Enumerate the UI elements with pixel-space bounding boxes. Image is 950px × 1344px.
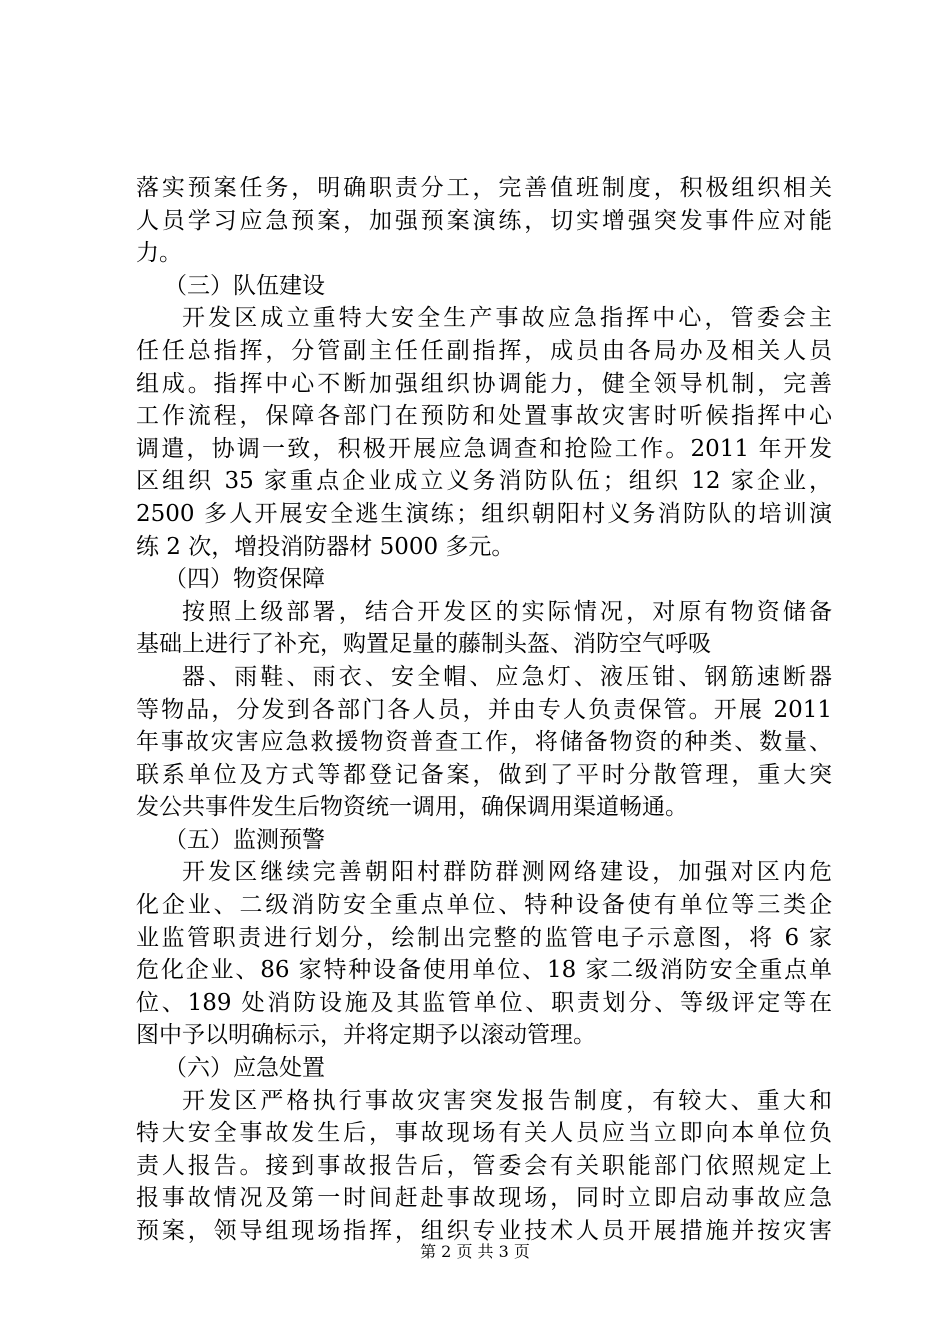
text-line: 责人报告。接到事故报告后，管委会有关职能部门依照规定上 (136, 1152, 832, 1179)
text-line: 开发区严格执行事故灾害突发报告制度，有较大、重大和 (182, 1087, 832, 1114)
text-line: 化企业、二级消防安全重点单位、特种设备使有单位等三类企 (136, 892, 832, 919)
text-line: 图中予以明确标示，并将定期予以滚动管理。 (136, 1022, 596, 1049)
text-line: 力。 (136, 240, 182, 267)
text-line: 基础上进行了补充，购置足量的藤制头盔、消防空气呼吸 (136, 631, 711, 658)
text-line: 业监管职责进行划分，绘制出完整的监管电子示意图，将 6 家 (136, 924, 832, 951)
text-line: 开发区继续完善朝阳村群防群测网络建设，加强对区内危 (182, 859, 832, 886)
text-line: 器、雨鞋、雨衣、安全帽、应急灯、液压钳、钢筋速断器 (182, 663, 832, 690)
text-line: 人员学习应急预案，加强预案演练，切实增强突发事件应对能 (136, 207, 832, 234)
body-text (136, 172, 832, 1248)
text-line: 等物品，分发到各部门各人员，并由专人负责保管。开展 2011 (136, 696, 832, 723)
text-line: 组成。指挥中心不断加强组织协调能力，健全领导机制，完善 (136, 370, 832, 397)
text-line: 位、189 处消防设施及其监管单位、职责划分、等级评定等在 (136, 989, 832, 1016)
text-line: 工作流程，保障各部门在预防和处置事故灾害时听候指挥中心 (136, 403, 832, 430)
text-line: 报事故情况及第一时间赶赴事故现场，同时立即启动事故应急 (136, 1185, 832, 1212)
text-line: 落实预案任务，明确职责分工，完善值班制度，积极组织相关 (136, 175, 832, 201)
text-line: 区组织 35 家重点企业成立义务消防队伍；组织 12 家企业， (136, 468, 832, 495)
text-line: 按照上级部署，结合开发区的实际情况，对原有物资储备 (182, 598, 832, 625)
text-line: 调遣，协调一致，积极开展应急调查和抢险工作。2011 年开发 (136, 435, 832, 462)
text-line: 发公共事件发生后物资统一调用，确保调用渠道畅通。 (136, 794, 688, 821)
text-line: 联系单位及方式等都登记备案，做到了平时分散管理，重大突 (136, 761, 832, 788)
text-line: 危化企业、86 家特种设备使用单位、18 家二级消防安全重点单 (136, 957, 832, 984)
text-line: 年事故灾害应急救援物资普查工作，将储备物资的种类、数量、 (136, 729, 832, 756)
text-line: 特大安全事故发生后，事故现场有关人员应当立即向本单位负 (136, 1120, 832, 1147)
text-line: （四）物资保障 (164, 566, 325, 593)
text-line: 开发区成立重特大安全生产事故应急指挥中心，管委会主 (182, 305, 832, 332)
text-line: （五）监测预警 (164, 826, 325, 853)
text-line: 预案，领导组现场指挥，组织专业技术人员开展措施并按灾害 (136, 1218, 832, 1244)
text-line: 练 2 次，增投消防器材 5000 多元。 (136, 533, 515, 560)
text-line: （六）应急处置 (164, 1055, 325, 1082)
text-line: 2500 多人开展安全逃生演练；组织朝阳村义务消防队的培训演 (136, 500, 832, 527)
text-line: （三）队伍建设 (164, 272, 325, 299)
text-line: 任任总指挥，分管副主任任副指挥，成员由各局办及相关人员 (136, 337, 832, 364)
page-footer: 第 2 页 共 3 页 (420, 1242, 530, 1261)
